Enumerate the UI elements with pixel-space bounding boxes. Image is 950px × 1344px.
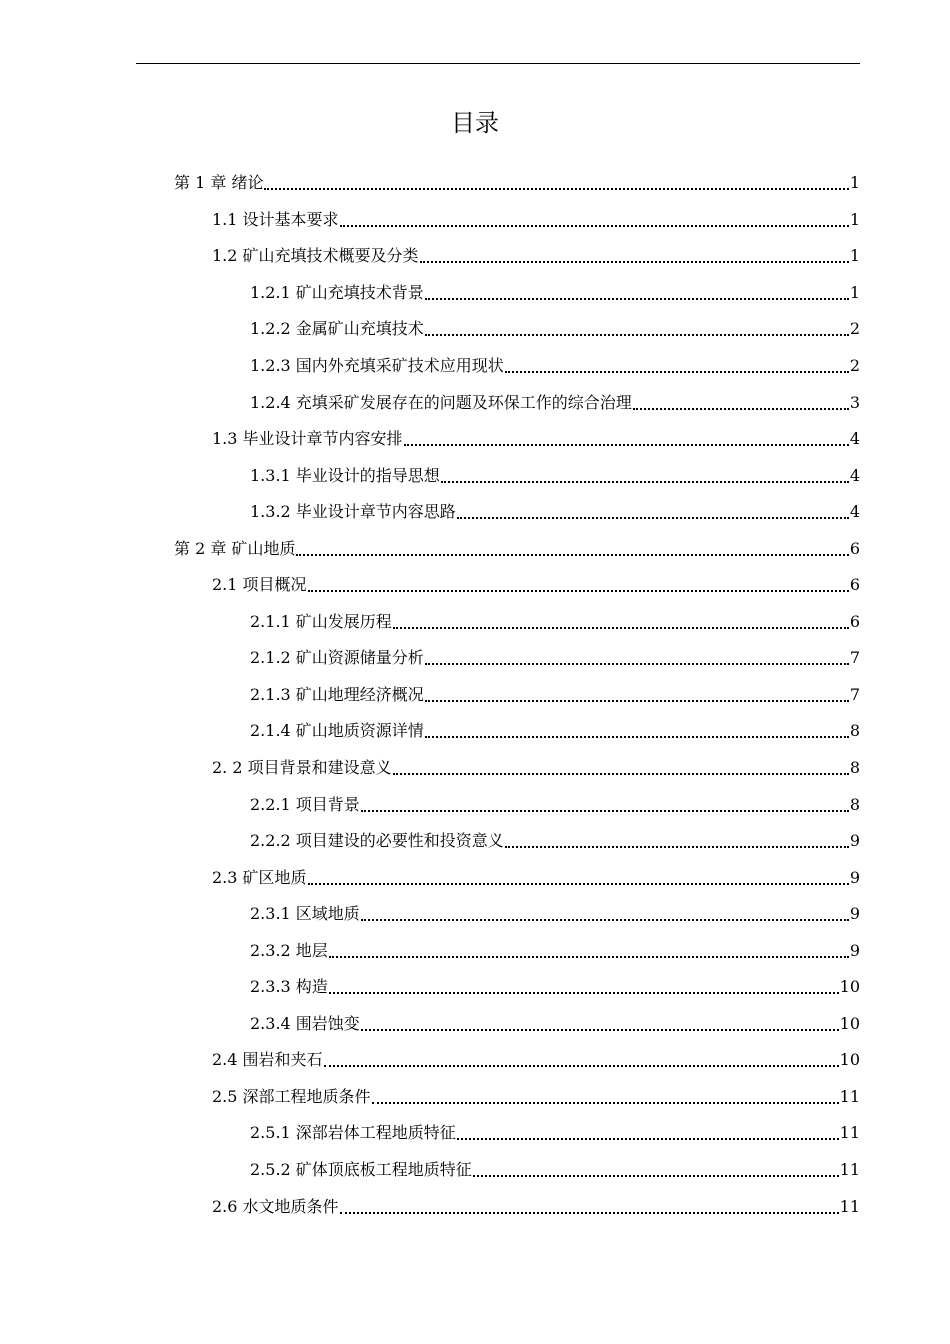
toc-entry-label: 1.2.4 充填采矿发展存在的问题及环保工作的综合治理 [250, 392, 632, 412]
toc-entry-page: 9 [849, 831, 860, 851]
dot-leader [404, 444, 849, 446]
toc-entry-page: 7 [849, 648, 860, 668]
toc-entry[interactable] [0, 311, 950, 348]
toc-entry-page: 4 [849, 502, 860, 522]
header-rule [136, 63, 860, 64]
toc-entry[interactable] [0, 1042, 950, 1079]
toc-entry-page: 6 [849, 575, 860, 595]
toc-entry[interactable] [0, 640, 950, 677]
toc-entry-page: 10 [839, 1050, 860, 1070]
toc-entry-label: 2.3.3 构造 [250, 977, 328, 997]
toc-entry[interactable] [0, 1152, 950, 1189]
toc-entry[interactable] [0, 896, 950, 933]
toc-entry-label: 2.3 矿区地质 [212, 867, 307, 887]
dot-leader [393, 773, 849, 775]
toc-entry[interactable] [0, 421, 950, 458]
dot-leader [505, 371, 849, 373]
toc-entry-label: 2.5.2 矿体顶底板工程地质特征 [250, 1160, 472, 1180]
toc-entry[interactable] [0, 238, 950, 275]
dot-leader [457, 1138, 839, 1140]
toc-entry-page: 8 [849, 758, 860, 778]
dot-leader [308, 590, 849, 592]
toc-entry-label: 1.3.2 毕业设计章节内容思路 [250, 502, 456, 522]
table-of-contents [0, 165, 950, 1225]
dot-leader [361, 1029, 839, 1031]
toc-entry-label: 2.3.4 围岩蚀变 [250, 1013, 360, 1033]
toc-entry[interactable] [0, 786, 950, 823]
toc-entry[interactable] [0, 604, 950, 641]
toc-entry-label: 1.3.1 毕业设计的指导思想 [250, 465, 440, 485]
toc-entry-page: 9 [849, 867, 860, 887]
dot-leader [324, 1065, 839, 1067]
toc-entry[interactable] [0, 969, 950, 1006]
toc-entry-label: 2.2.1 项目背景 [250, 794, 360, 814]
toc-entry[interactable] [0, 384, 950, 421]
toc-entry-page: 1 [849, 246, 860, 266]
toc-entry-label: 1.1 设计基本要求 [212, 209, 339, 229]
toc-entry-page: 9 [849, 940, 860, 960]
dot-leader [505, 846, 849, 848]
toc-entry-label: 2.2.2 项目建设的必要性和投资意义 [250, 831, 504, 851]
toc-entry-page: 10 [839, 1013, 860, 1033]
toc-entry-label: 2.1 项目概况 [212, 575, 307, 595]
dot-leader [372, 1102, 839, 1104]
toc-entry[interactable] [0, 1006, 950, 1043]
dot-leader [425, 663, 849, 665]
dot-leader [425, 334, 849, 336]
toc-entry-label: 第 2 章 矿山地质 [174, 538, 296, 558]
dot-leader [361, 919, 849, 921]
toc-entry-label: 2.1.2 矿山资源储量分析 [250, 648, 424, 668]
toc-entry[interactable] [0, 202, 950, 239]
dot-leader [296, 554, 848, 556]
toc-entry[interactable] [0, 1115, 950, 1152]
toc-entry[interactable] [0, 677, 950, 714]
dot-leader [340, 1212, 839, 1214]
toc-entry[interactable] [0, 494, 950, 531]
toc-entry-label: 1.2.2 金属矿山充填技术 [250, 319, 424, 339]
toc-entry-label: 1.3 毕业设计章节内容安排 [212, 429, 403, 449]
toc-entry[interactable] [0, 932, 950, 969]
dot-leader [340, 225, 849, 227]
toc-entry-page: 11 [839, 1196, 860, 1216]
dot-leader [633, 408, 849, 410]
page-title: 目录 [451, 109, 499, 137]
toc-entry-label: 1.2 矿山充填技术概要及分类 [212, 246, 419, 266]
dot-leader [264, 188, 848, 190]
toc-entry[interactable] [0, 823, 950, 860]
dot-leader [441, 481, 849, 483]
toc-entry[interactable] [0, 1079, 950, 1116]
toc-entry-label: 2.3.1 区域地质 [250, 904, 360, 924]
dot-leader [473, 1175, 839, 1177]
dot-leader [420, 261, 849, 263]
toc-entry[interactable] [0, 348, 950, 385]
toc-entry-label: 1.2.1 矿山充填技术背景 [250, 282, 424, 302]
toc-entry-page: 8 [849, 721, 860, 741]
toc-entry-page: 11 [839, 1160, 860, 1180]
dot-leader [425, 298, 849, 300]
toc-entry-page: 1 [849, 209, 860, 229]
toc-entry-page: 1 [849, 282, 860, 302]
toc-entry-page: 6 [849, 611, 860, 631]
toc-entry-label: 2.5 深部工程地质条件 [212, 1086, 371, 1106]
dot-leader [329, 956, 849, 958]
toc-entry-label: 2.1.3 矿山地理经济概况 [250, 684, 424, 704]
toc-entry[interactable] [0, 1188, 950, 1225]
toc-entry-page: 2 [849, 356, 860, 375]
toc-entry-label: 2.1.1 矿山发展历程 [250, 611, 392, 631]
toc-entry-label: 第 1 章 绪论 [174, 173, 264, 193]
toc-entry-page: 8 [849, 794, 860, 814]
toc-entry-page: 6 [849, 538, 860, 558]
dot-leader [308, 883, 849, 885]
toc-entry-label: 2.6 水文地质条件 [212, 1196, 339, 1216]
dot-leader [425, 736, 849, 738]
toc-entry[interactable] [0, 275, 950, 312]
toc-entry-label: 2.4 围岩和夹石 [212, 1050, 323, 1070]
toc-entry-page: 1 [849, 173, 860, 193]
dot-leader [425, 700, 849, 702]
toc-entry-page: 7 [849, 684, 860, 704]
toc-entry-label: 2.3.2 地层 [250, 940, 328, 960]
toc-entry[interactable] [0, 165, 950, 202]
toc-entry-page: 11 [839, 1123, 860, 1143]
dot-leader [361, 810, 849, 812]
toc-entry-page: 3 [849, 392, 860, 412]
toc-entry-label: 2.5.1 深部岩体工程地质特征 [250, 1123, 456, 1143]
toc-entry[interactable] [0, 859, 950, 896]
toc-entry-page: 4 [849, 429, 860, 449]
toc-entry[interactable] [0, 713, 950, 750]
toc-entry-page: 10 [839, 977, 860, 997]
dot-leader [329, 992, 839, 994]
toc-entry-page: 2 [849, 319, 860, 339]
dot-leader [393, 627, 849, 629]
toc-entry-page: 4 [849, 465, 860, 485]
toc-entry-page: 11 [839, 1086, 860, 1106]
toc-entry[interactable] [0, 567, 950, 604]
dot-leader [457, 517, 849, 519]
toc-entry-label: 2. 2 项目背景和建设意义 [212, 758, 392, 778]
toc-entry[interactable] [0, 530, 950, 567]
toc-entry[interactable] [0, 750, 950, 787]
toc-entry[interactable] [0, 457, 950, 494]
toc-entry-label: 2.1.4 矿山地质资源详情 [250, 721, 424, 741]
toc-entry-label: 1.2.3 国内外充填采矿技术应用现状 [250, 356, 504, 375]
toc-entry-page: 9 [849, 904, 860, 924]
